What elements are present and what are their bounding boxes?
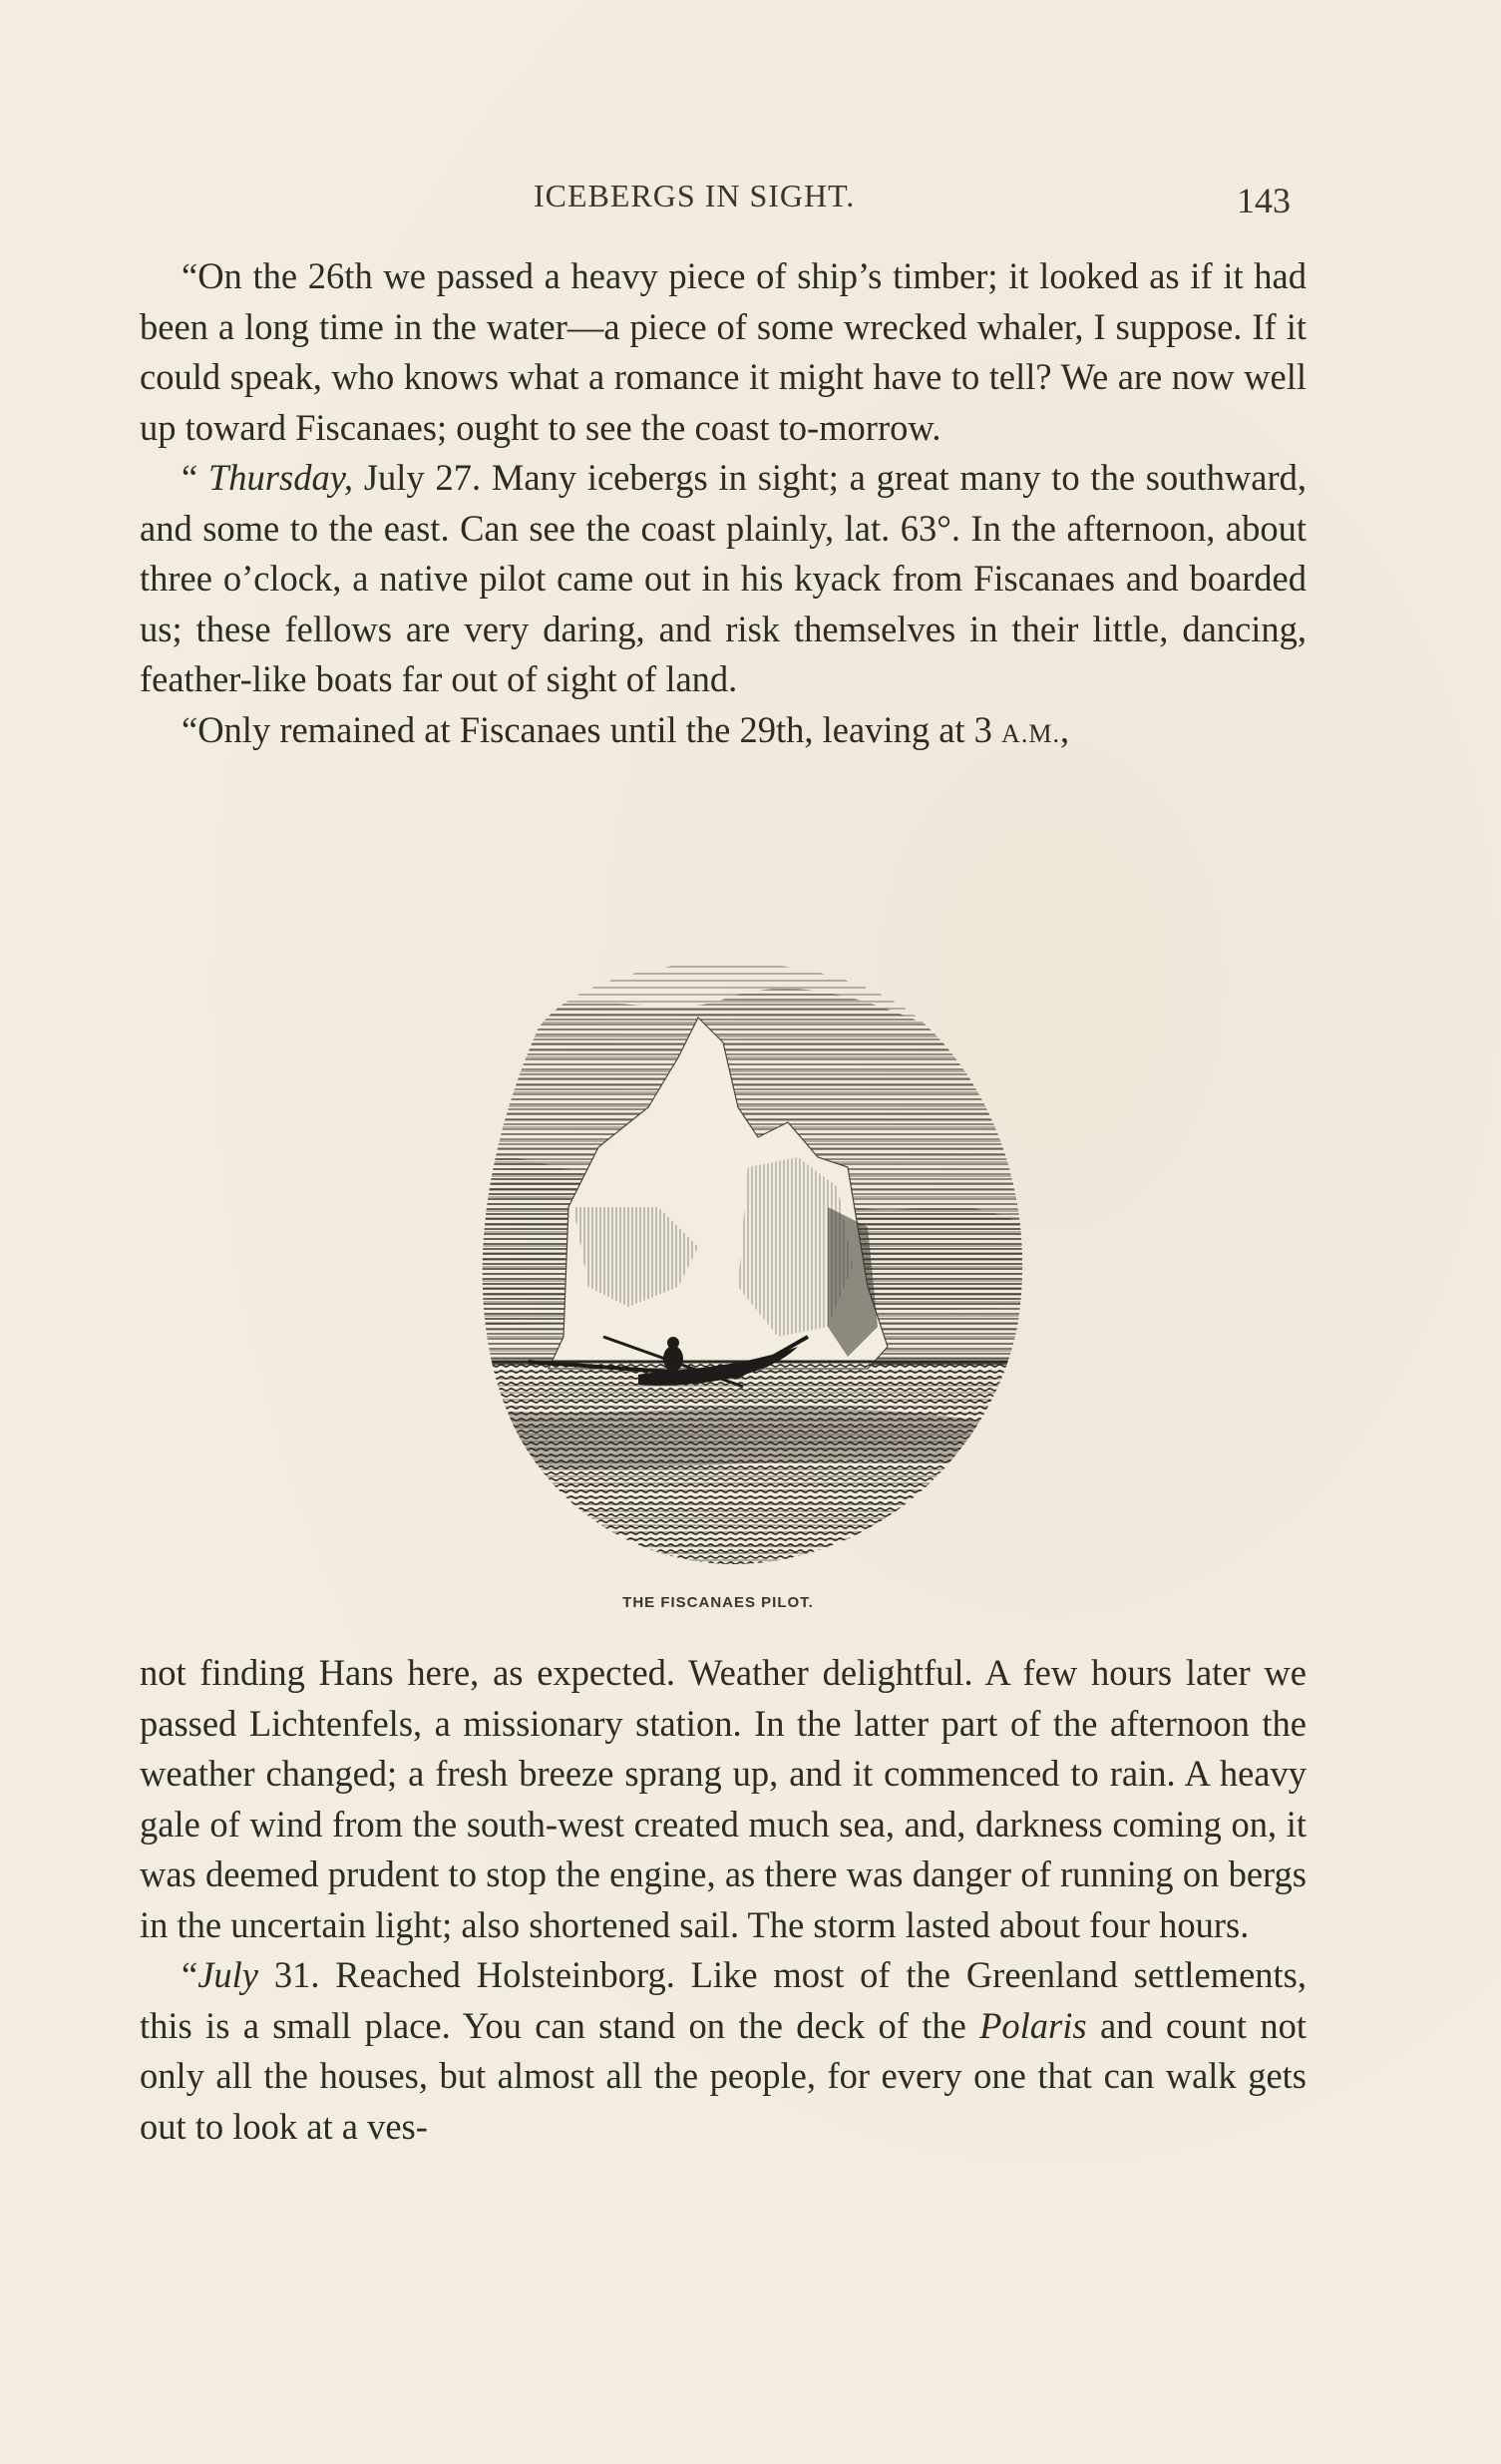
page-number: 143 bbox=[1237, 181, 1291, 220]
paragraph-text: , bbox=[1059, 708, 1070, 750]
paragraph-only-remained bbox=[140, 705, 1307, 760]
italic-date: July bbox=[197, 1954, 258, 1995]
paragraph-not-finding-hans bbox=[140, 1648, 1307, 1950]
paragraph-text: “On the 26th we passed a heavy piece of ship’s timber; it looked as if it had been a long time in the water—a piece of some wrecked whaler, I suppose. If it could speak, who knows what a romance it might have to tell? We are now well up toward Fiscanaes; ought to see the coast to-morrow. bbox=[140, 255, 1307, 448]
body-text-bottom bbox=[140, 1648, 1307, 2152]
running-head: ICEBERGS IN SIGHT. bbox=[534, 178, 856, 213]
open-quote: “ bbox=[182, 1954, 198, 1995]
italic-ship-name: Polaris bbox=[979, 2004, 1087, 2046]
open-quote: “ bbox=[182, 457, 208, 498]
italic-date: Thursday, bbox=[208, 457, 354, 498]
paragraph-text: and count not only all the houses, but almost all the people, for every one that can walk gets out to look at a ves- bbox=[140, 2004, 1308, 2147]
paragraph-timber bbox=[140, 251, 1307, 453]
small-caps-time: A.M. bbox=[1001, 718, 1060, 748]
paragraph-july-31 bbox=[140, 1950, 1307, 2152]
engraving-illustration bbox=[399, 908, 1057, 1586]
body-text-top bbox=[140, 251, 1307, 759]
paragraph-text: July 27. Many icebergs in sight; a great many to the southward, and some to the east. Can see the coast plainly, lat. 63°. In the afternoon, about three o’clock, a native pilot came out in his kyack from Fiscanaes and boarded us; these fellows are very daring, and risk themselves in their little, dancing, feather-like boats far out of sight of land. bbox=[140, 457, 1307, 699]
paragraph-text: not finding Hans here, as expected. Weather delightful. A few hours later we passed Lichtenfels, a missionary station. In the latter part of the afternoon the weather changed; a fresh breeze sprang up, and it commenced to rain. A heavy gale of wind from the south-west created much sea, and, darkness coming on, it was deemed prudent to stop the engine, as there was danger of running on bergs in the uncertain light; also shortened sail. The storm lasted about four hours. bbox=[140, 1652, 1307, 1945]
figure-caption: THE FISCANAES PILOT. bbox=[622, 1594, 814, 1611]
paragraph-text: “Only remained at Fiscanaes until the 29th, leaving at 3 bbox=[182, 708, 1002, 750]
paragraph-thursday bbox=[140, 453, 1307, 705]
paragraph-text: 31. Reached Holsteinborg. Like most of the Greenland settlements, this is a small place. You can stand on the deck of the bbox=[140, 1954, 1307, 2046]
